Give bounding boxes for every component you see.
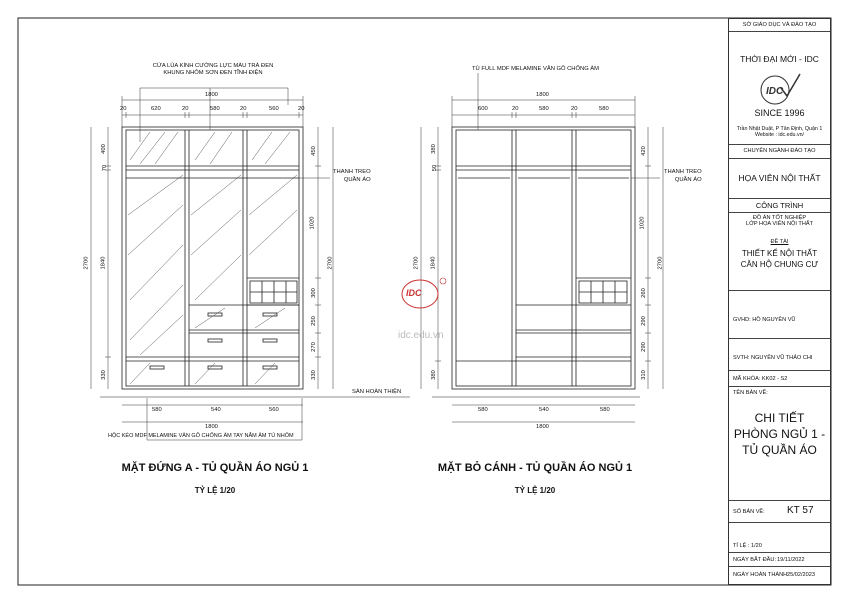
tb-course-text: MÃ KHÓA: KK02 - S2: [733, 376, 788, 382]
dim: 380: [430, 144, 437, 154]
tb-instructor: [729, 291, 830, 339]
dim: 330: [100, 370, 107, 380]
tb-dept-label: [729, 145, 830, 159]
tb-sheet-no-text: KT 57: [787, 505, 814, 516]
side-dim-right: [638, 120, 672, 400]
tb-sheet-name-label: TÊN BẢN VẼ:: [733, 390, 768, 396]
tb-sheet-no-label: SỐ BẢN VẼ:: [733, 509, 765, 515]
dim: 20: [120, 106, 127, 112]
side-view-title: MẶT BỎ CÁNH - TỦ QUẦN ÁO NGỦ 1: [437, 462, 633, 474]
dim: 540: [539, 407, 549, 413]
dim: 330: [310, 370, 317, 380]
dim: 1020: [639, 216, 646, 230]
tb-project-label-text: CÔNG TRÌNH: [755, 201, 804, 210]
dim: 580: [478, 407, 488, 413]
idc-logo-text: IDC: [406, 288, 422, 298]
title-block: [728, 18, 831, 585]
front-note-drawer: HỘC KÉO MDF MELAMINE VÂN GỖ CHỐNG ẨM TAY NẮM ÂM TỦ NHÔM: [108, 433, 294, 439]
dim: 70: [102, 164, 109, 172]
dim: 2700: [327, 256, 334, 270]
tb-project-line2: LỚP HỌA VIÊN NỘI THẤT: [745, 221, 814, 227]
side-note-rod-line2: QUẦN ÁO: [674, 177, 702, 183]
dim: 580: [539, 106, 549, 112]
tb-scale-text: 1/20: [751, 543, 762, 549]
front-note-glass: [128, 63, 298, 77]
tb-end-text: 25/02/2023: [787, 572, 815, 578]
dim: 560: [269, 407, 279, 413]
dim: 580: [599, 106, 609, 112]
dim: 580: [210, 106, 220, 112]
dim: 1020: [309, 216, 316, 230]
dim: 300: [310, 288, 317, 298]
dim: 20: [240, 106, 247, 112]
dim: 250: [310, 316, 317, 326]
side-dim-bottom-total: 1800: [536, 424, 549, 430]
side-note-body: TỦ FULL MDF MELAMINE VÂN GỖ CHỐNG ẨM: [472, 66, 600, 72]
tb-sheet-name-text: CHI TIẾT PHÒNG NGỦ 1 - TỦ QUẦN ÁO: [733, 411, 826, 457]
tb-end: [729, 567, 830, 584]
dim: 2700: [657, 256, 664, 270]
dim: 1840: [430, 256, 437, 270]
dim: 450: [310, 146, 317, 156]
tb-course: [729, 371, 830, 387]
front-view-title: MẶT ĐỨNG A - TỦ QUẦN ÁO NGỦ 1: [121, 462, 309, 474]
tb-ministry: [729, 19, 830, 32]
dim: 290: [640, 316, 647, 326]
front-dim-right: [308, 120, 342, 400]
tb-end-label: NGÀY HOÀN THÀNH:: [733, 572, 789, 578]
dim: 20: [571, 106, 578, 112]
dim: 50: [432, 164, 439, 172]
dim: 2700: [83, 256, 90, 270]
dim: 290: [640, 342, 647, 352]
side-view-scale: TỶ LỆ 1/20: [514, 486, 556, 495]
front-dim-bottom-total: 1800: [205, 424, 218, 430]
dim: 20: [512, 106, 519, 112]
dim: 260: [640, 288, 647, 298]
side-total-width: 1800: [536, 92, 549, 98]
dim: 1840: [100, 256, 107, 270]
side-note-rod-line1: THANH TREO: [664, 169, 702, 175]
tb-start-text: 19/11/2022: [777, 557, 805, 563]
tb-scale: [729, 523, 830, 553]
floor-note: SÀN HOÀN THIỆN: [352, 389, 402, 395]
dim: 270: [310, 342, 317, 352]
front-view-scale: TỶ LỆ 1/20: [194, 486, 236, 495]
front-total-width: 1800: [205, 92, 218, 98]
front-note-glass-line1: CỬA LÙA KÍNH CƯỜNG LỰC MÀU TRÀ ĐEN: [152, 63, 274, 69]
tb-school: THỜI ĐẠI MỚI - IDC: [740, 54, 819, 64]
tb-sheet-name: [729, 387, 830, 501]
side-view-elevation: [432, 127, 640, 397]
dim: 380: [430, 370, 437, 380]
dim: 620: [151, 106, 161, 112]
dim: 540: [211, 407, 221, 413]
watermark: idc.edu.vn: [398, 330, 444, 341]
tb-ministry-text: SỞ GIÁO DỤC VÀ ĐÀO TẠO: [742, 22, 817, 28]
tb-address: Trần Nhật Duật, P Tân Định, Quận 1: [736, 126, 823, 132]
dim: 20: [182, 106, 189, 112]
svg-text:IDC: IDC: [765, 86, 783, 97]
dim: 400: [100, 144, 107, 154]
tb-student-text: SVTH: NGUYỄN VŨ THẢO CHI: [733, 355, 813, 361]
dim: 560: [269, 106, 279, 112]
dim: 2700: [413, 256, 420, 270]
tb-topic: [729, 233, 830, 291]
tb-school-block: [729, 32, 830, 145]
dim: 600: [478, 106, 488, 112]
side-dim-left: [410, 120, 440, 400]
tb-start-label: NGÀY BẮT ĐẦU:: [733, 557, 777, 563]
tb-dept-text: HỌA VIÊN NỘI THẤT: [738, 173, 821, 183]
tb-project-label: [729, 199, 830, 213]
tb-topic-text: THIẾT KẾ NỘI THẤT CĂN HỘ CHUNG CƯ: [740, 249, 819, 269]
front-note-rod-line1: THANH TREO: [333, 169, 371, 175]
idc-logo-icon: [755, 68, 805, 108]
tb-since: SINCE 1996: [754, 108, 805, 118]
tb-scale-label: TỈ LỆ :: [733, 543, 750, 549]
tb-topic-label: ĐỀ TÀI: [770, 239, 789, 245]
tb-dept-label-text: CHUYÊN NGÀNH ĐÀO TẠO: [743, 148, 816, 154]
tb-project: [729, 213, 830, 233]
tb-dept: [729, 159, 830, 199]
front-note-rod: [333, 168, 371, 184]
tb-website: Website : idc.edu.vn/: [754, 132, 805, 138]
tb-start: [729, 553, 830, 567]
side-dimension-lines: [421, 73, 663, 422]
tb-sheet-no: [729, 501, 830, 523]
front-dim-left: [80, 120, 110, 400]
tb-project-line1: ĐỒ ÁN TỐT NGHIỆP: [752, 215, 807, 221]
front-note-glass-line2: KHUNG NHÔM SƠN ĐEN TĨNH ĐIỆN: [163, 70, 263, 76]
front-dimension-lines: [91, 88, 333, 440]
front-note-rod-line2: QUẦN ÁO: [343, 177, 371, 183]
dim: 310: [640, 370, 647, 380]
dim: 420: [640, 146, 647, 156]
dim: 20: [298, 106, 305, 112]
dim: 580: [152, 407, 162, 413]
tb-instructor-text: GVHD: HỒ NGUYÊN VŨ: [733, 317, 796, 323]
dim: 580: [600, 407, 610, 413]
side-note-rod: [664, 168, 702, 184]
tb-student: [729, 339, 830, 371]
